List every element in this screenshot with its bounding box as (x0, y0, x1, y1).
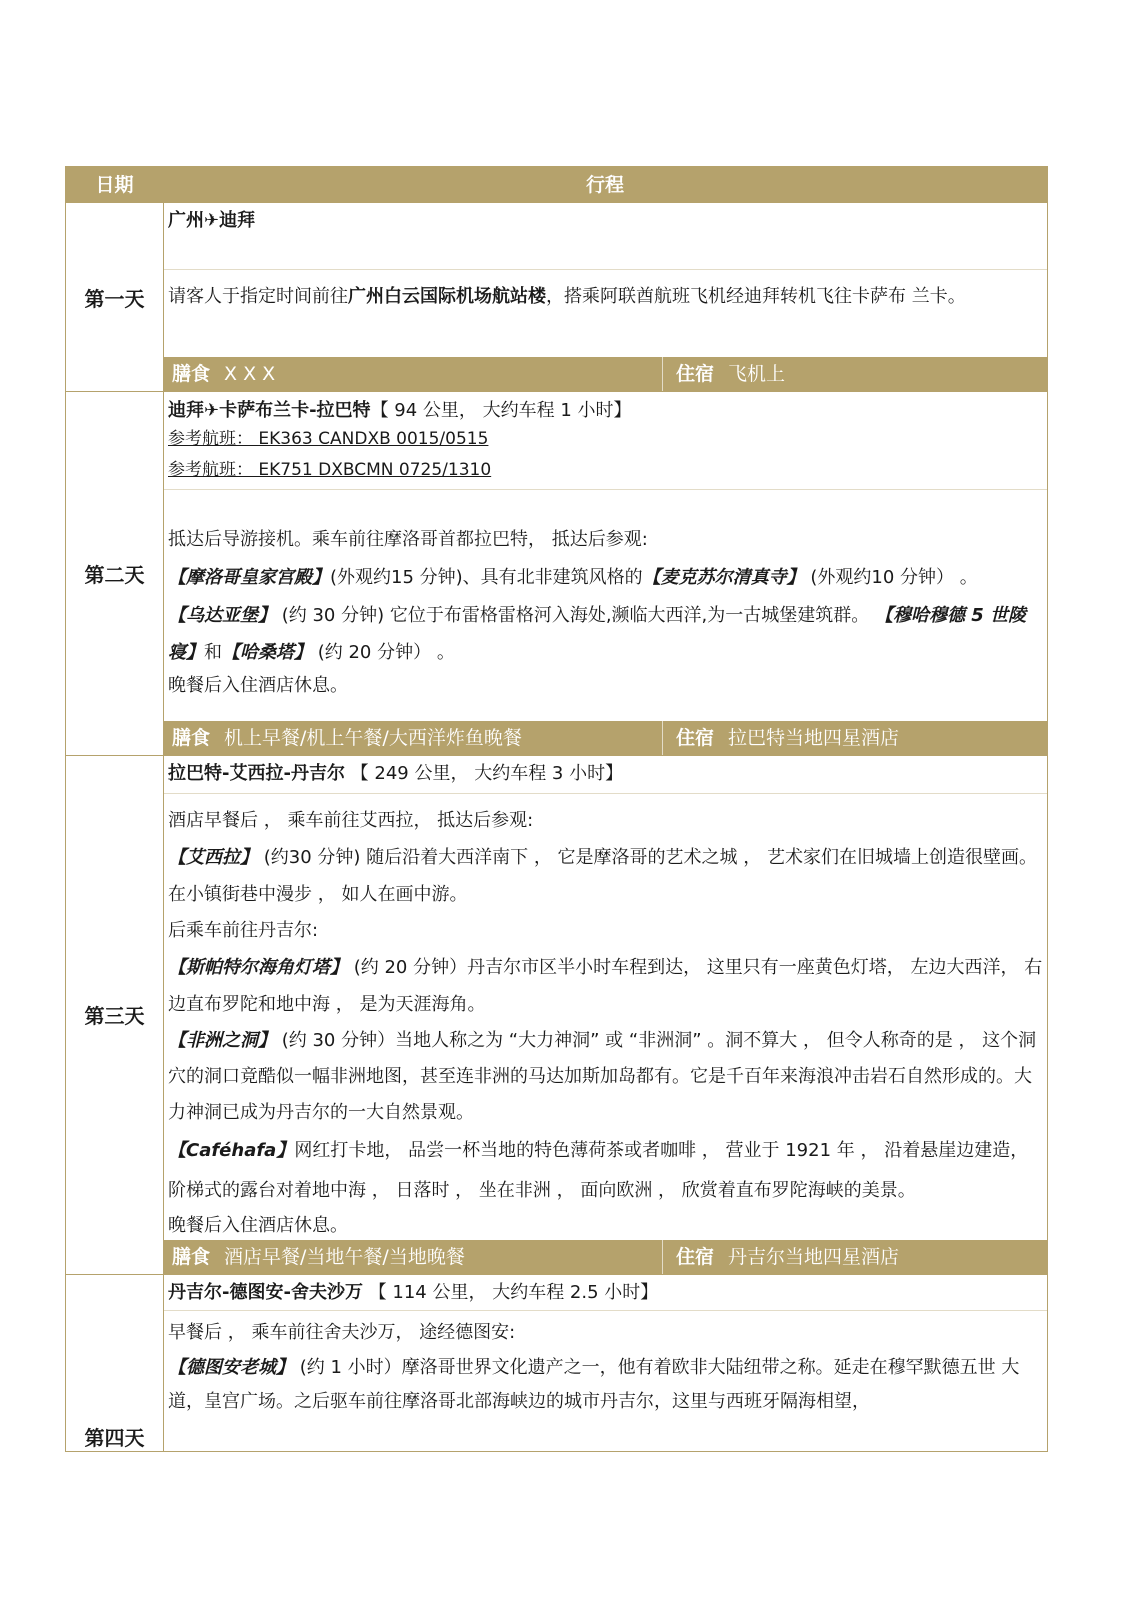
day3-distance: 【 249 公里， 大约车程 3 小时】 (344, 763, 624, 784)
day2-header-cell (164, 397, 1047, 486)
sight-cape-spartel: 【斯帕特尔海角灯塔】 (168, 957, 348, 978)
day1-meal-bar (164, 357, 1047, 391)
day1-meals-value: X X X (224, 363, 276, 385)
sight-mosque: 【麦克苏尔清真寺】 (642, 567, 805, 588)
day3-text: (约 30 分钟）当地人称之为 “大力神洞” 或 “非洲洞” 。洞不算大 ， 但令人称奇的是 ， 这个洞穴的洞口竟酷似一幅非洲地图，甚至连非洲的马达加斯加岛都有。它是千百年来海浪冲击岩石自然形成的。大力神洞已成为丹吉尔的一大自然景观。 (168, 1030, 1037, 1123)
sight-royal-palace: 【摩洛哥皇家宫殿】 (168, 567, 330, 588)
divider (662, 721, 663, 755)
day4-header-cell (164, 1279, 1047, 1306)
day3-para-5 (168, 1023, 1043, 1131)
lodging-label: 住宿 (676, 1246, 715, 1268)
day3-lodging-value: 丹吉尔当地四星酒店 (728, 1246, 900, 1268)
day3-meals-value: 酒店早餐/当地午餐/当地晚餐 (224, 1246, 465, 1268)
meals-label: 膳食 (172, 363, 211, 385)
day1-airport: 广州白云国际机场航站楼 (348, 286, 546, 307)
day1-desc-cell (164, 283, 1047, 310)
day4-para-2 (168, 1351, 1043, 1419)
day4-route: 丹吉尔-德图安-舍夫沙万 (168, 1282, 363, 1303)
day2-text: (外观约15 分钟)、具有北非建筑风格的 (330, 567, 643, 588)
divider (164, 489, 1047, 490)
divider (164, 793, 1047, 794)
day4-route-line (168, 1279, 1047, 1306)
divider (662, 1240, 663, 1274)
day2-meal-bar (164, 721, 1047, 755)
divider (662, 357, 663, 391)
day2-lodging (662, 721, 1047, 755)
day2-text: (约 30 分钟) 它位于布雷格雷格河入海处,濒临大西洋,为一古城堡建筑群。 (276, 605, 875, 626)
header-itinerary: 行程 (163, 167, 1047, 203)
day2-para-3 (168, 597, 1045, 671)
day1-desc-text-2: ，搭乘阿联酋航班飞机经迪拜转机飞往卡萨布 兰卡。 (546, 286, 966, 307)
day2-lodging-value: 拉巴特当地四星酒店 (728, 727, 900, 749)
day1-lodging-value: 飞机上 (728, 363, 786, 385)
day3-header-cell (164, 760, 1047, 787)
row-divider (66, 755, 1047, 756)
sight-hercules-cave: 【非洲之洞】 (168, 1030, 276, 1051)
day2-flight-1: 参考航班： EK363 CANDXB 0015/0515 (168, 429, 489, 449)
sight-kasbah-oudaya: 【乌达亚堡】 (168, 605, 276, 626)
divider (164, 1310, 1047, 1311)
divider (164, 269, 1047, 270)
day3-lodging (662, 1240, 1047, 1274)
day3-route: 拉巴特-艾西拉-丹吉尔 (168, 763, 345, 784)
day2-meals (164, 721, 662, 755)
day3-body (164, 803, 1047, 1241)
day4-distance: 【 114 公里， 大约车程 2.5 小时】 (362, 1282, 659, 1303)
day2-text: (外观约10 分钟） 。 (804, 567, 978, 588)
day4-text: (约 1 小时）摩洛哥世界文化遗产之一，他有着欧非大陆纽带之称。延走在穆罕默德五世 大道，皇宫广场。之后驱车前往摩洛哥北部海峡边的城市丹吉尔，这里与西班牙隔海相望， (168, 1357, 1020, 1412)
header-date: 日期 (66, 167, 163, 203)
day3-para-1: 酒店早餐后 ， 乘车前往艾西拉， 抵达后参观: (168, 810, 534, 831)
day3-route-line (168, 760, 1047, 787)
day4-body (164, 1315, 1047, 1419)
lodging-label: 住宿 (676, 363, 715, 385)
day2-meals-value: 机上早餐/机上午餐/大西洋炸鱼晚餐 (224, 727, 522, 749)
day1-description (168, 283, 1047, 310)
row-divider (66, 391, 1047, 392)
meals-label: 膳食 (172, 1246, 211, 1268)
day2-route: 迪拜✈卡萨布兰卡-拉巴特 (168, 400, 371, 421)
day2-body (164, 521, 1047, 701)
day-label-1: 第一天 (84, 286, 145, 311)
day-label-2: 第二天 (84, 562, 145, 587)
meals-label: 膳食 (172, 727, 211, 749)
sight-mausoleum: 【穆哈穆德 5 世陵寝】 (168, 605, 1027, 663)
day3-para-3: 后乘车前往丹吉尔: (168, 920, 319, 941)
row-divider (66, 1274, 1047, 1275)
day3-para-4 (168, 949, 1043, 1023)
day2-route-line (168, 397, 1047, 424)
day2-text: (约 20 分钟） 。 (312, 642, 455, 663)
day2-distance: 【 94 公里， 大约车程 1 小时】 (370, 400, 632, 421)
day-label-3: 第三天 (84, 1004, 145, 1028)
sight-cafe-hafa: 【Caféhafa】 (168, 1140, 295, 1161)
day3-text: (约 20 分钟）丹吉尔市区半小时车程到达， 这里只有一座黄色灯塔， 左边大西洋， 右边直布罗陀和地中海 ， 是为天涯海角。 (168, 957, 1043, 1015)
day1-meals (164, 357, 662, 391)
day2-flight-2: 参考航班： EK751 DXBCMN 0725/1310 (168, 460, 492, 480)
day1-route-cell (164, 207, 1047, 234)
day4-para-1: 早餐后 ， 乘车前往舍夫沙万， 途经德图安: (168, 1322, 516, 1343)
day1-route: 广州✈迪拜 (168, 210, 256, 231)
day1-desc-text: 请客人于指定时间前往 (168, 286, 348, 307)
day2-para-1: 抵达后导游接机。乘车前往摩洛哥首都拉巴特， 抵达后参观: (168, 529, 648, 550)
day3-text: 网红打卡地， 品尝一杯当地的特色薄荷茶或者咖啡 ， 营业于 1921 年 ， 沿着悬崖边建造， 阶梯式的露台对着地中海 ， 日落时 ， 坐在非洲 ， 面向欧洲 ， 欣赏着直布罗陀海峡的美景。 (168, 1140, 1029, 1201)
itinerary-table (65, 166, 1048, 1452)
day3-meal-bar (164, 1240, 1047, 1274)
lodging-label: 住宿 (676, 727, 715, 749)
day3-para-7: 晚餐后入住酒店休息。 (168, 1215, 348, 1236)
day3-meals (164, 1240, 662, 1274)
sight-asilah: 【艾西拉】 (168, 847, 258, 868)
day3-text: (约30 分钟) 随后沿着大西洋南下 ， 它是摩洛哥的艺术之城 ， 艺术家们在旧城墙上创造很壁画。在小镇街巷中漫步 ， 如人在画中游。 (168, 847, 1037, 905)
day2-para-2 (168, 559, 1045, 597)
day3-para-2 (168, 839, 1043, 913)
day2-text: 和 (204, 642, 222, 663)
day-label-4: 第四天 (84, 1426, 145, 1450)
sight-tetouan-medina: 【德图安老城】 (168, 1357, 294, 1378)
day3-para-6 (168, 1131, 1043, 1211)
day1-lodging (662, 357, 1047, 391)
day2-para-4: 晚餐后入住酒店休息。 (168, 675, 348, 696)
sight-hassan-tower: 【哈桑塔】 (222, 642, 312, 663)
